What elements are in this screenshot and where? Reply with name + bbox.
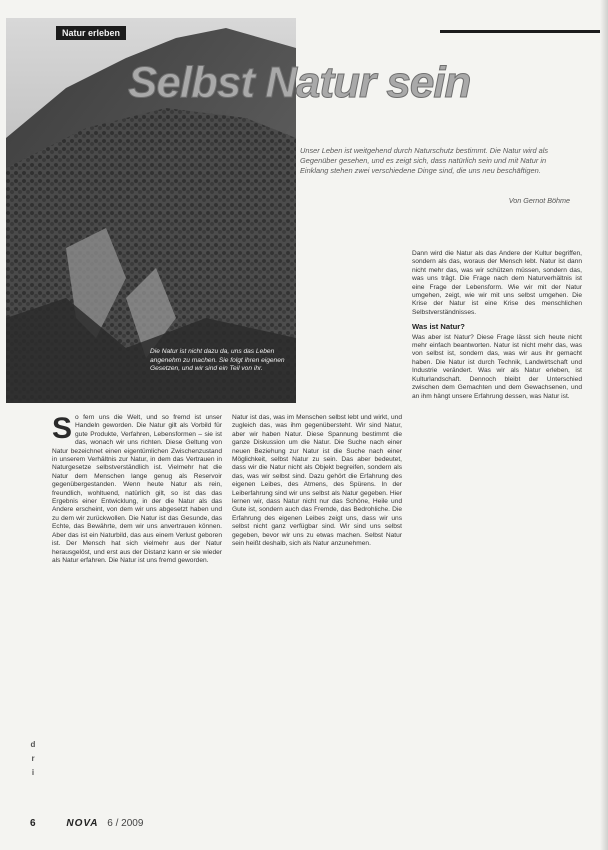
- sidebar-letter: i: [31, 768, 35, 777]
- subheading: Was ist Natur?: [412, 322, 465, 332]
- column-3-text: Dann wird die Natur als das Andere der Kultur begriffen, sondern als das, woraus der Mensch lebt. Natur ist dann nicht mehr das, was wir schützen müssen, sondern das, was uns trägt. Die Frage nach dem Naturverhältnis ist eine Frage der Lebensform. Wie wir mit der Natur umgehen, zeigt, wie wir mit uns selbst umgehen. Die Krise der Natur ist eine Krise des menschlichen Selbstverständnisses.: [412, 250, 582, 316]
- section-tag: Natur erleben: [56, 26, 126, 40]
- author-line: Von Gernot Böhme: [508, 196, 570, 205]
- body-column-2: [232, 414, 402, 549]
- article-headline: Selbst Natur sein: [128, 58, 471, 107]
- page-footer: [30, 818, 143, 829]
- page-fold-shadow: [600, 0, 608, 850]
- body-column-3: [412, 250, 582, 401]
- page-number: 6: [30, 818, 36, 829]
- sidebar-letter: d: [30, 740, 36, 749]
- article-lead: Unser Leben ist weitgehend durch Naturschutz bestimmt. Die Natur wird als Gegenüber gesehen, und es zeigt sich, dass natürlich sein und mit Natur in Einklang stehen zwei verschiedene Dinge sind, die uns neu beschäftigen.: [300, 146, 549, 175]
- body-column-1: [52, 414, 222, 565]
- header-rule: [440, 30, 600, 33]
- magazine-name: NOVA: [66, 818, 99, 829]
- sidebar-letters: [24, 738, 42, 780]
- column-3-continued-text: Was aber ist Natur? Diese Frage lässt sich heute nicht mehr einfach beantworten. Natur ist nicht mehr das, was von selbst ist, sondern das, was wir aus ihr gemacht haben. Die Natur ist durch Technik, Landwirtschaft und Industrie verändert. Was wir als Natur erleben, ist Kulturlandschaft. Dennoch bleibt der Unterschied zwischen dem Gemachten und dem Gewachsenen, und an ihm hängt unsere Erfahrung dessen, was Natur ist.: [412, 333, 582, 400]
- drop-cap: S: [52, 412, 73, 445]
- sidebar-letter: r: [31, 754, 35, 763]
- issue-label: 6 / 2009: [107, 818, 144, 829]
- column-2-text: Natur ist das, was im Menschen selbst lebt und wirkt, und zugleich das, was ihm gegenübersteht. Wir sind Natur, aber wir haben Natur. Diese Spannung bestimmt die ganze Diskussion um die Natur. Die Suche nach einer neuen Beziehung zur Natur ist die Suche nach einer Möglichkeit, selbst Natur zu sein. Das aber bedeutet, dass wir die Natur nicht als Objekt begreifen, sondern als das, was wir selbst sind. Dazu gehört die Erfahrung des eigenen Leibes, des Atmens, des Spürens. In der Leiberfahrung sind wir uns selbst als Natur gegeben. Hier lernen wir, dass Natur nicht nur das Schöne, Heile und Gute ist, sondern auch das Fremde, das Bedrohliche. Die Erfahrung des eigenen Leibes zeigt uns, dass wir uns selbst nicht ganz verfügbar sind. Wir sind uns selbst gegeben, bevor wir uns zu etwas machen. Selbst Natur sein heißt deshalb, sich als Natur anzunehmen.: [232, 414, 402, 548]
- photo-caption: Die Natur ist nicht dazu da, uns das Leben angenehm zu machen. Sie folgt ihren eigenen Gesetzen, und wir sind ein Teil von ihr.: [150, 348, 285, 372]
- column-1-text: o fern uns die Welt, und so fremd ist unser Handeln geworden. Die Natur gilt als Vorbild für gute Produkte, Verfahren, Lebensformen – sie ist das, wonach wir uns richten. Diese Geltung von Natur bezeichnet einen eigentümlichen Zwischenzustand in unserem Verhältnis zur Natur, in dem das Vertrauen in Naturgesetze selbstverständlich ist. Vielmehr hat die Natur dem Menschen lange genug als Reservoir gegenübergestanden. Wenn heute Natur als rein, freundlich, wohltuend, natürlich gilt, so ist das das Ergebnis einer Entwicklung, in der die Natur als das Andere erscheint, von dem wir uns abgesetzt haben und zu dem wir zurückwollen. Die Natur ist das Gesunde, das Echte, das Bewährte, dem wir uns anvertrauen können. Aber das ist ein Naturbild, das aus einem Verlust geboren ist. Der Mensch hat sich vielmehr aus der Natur herausgelöst, und erst aus der Distanz kann er sie wieder als Natur erfahren. Die Natur ist uns fremd geworden.: [52, 414, 222, 564]
